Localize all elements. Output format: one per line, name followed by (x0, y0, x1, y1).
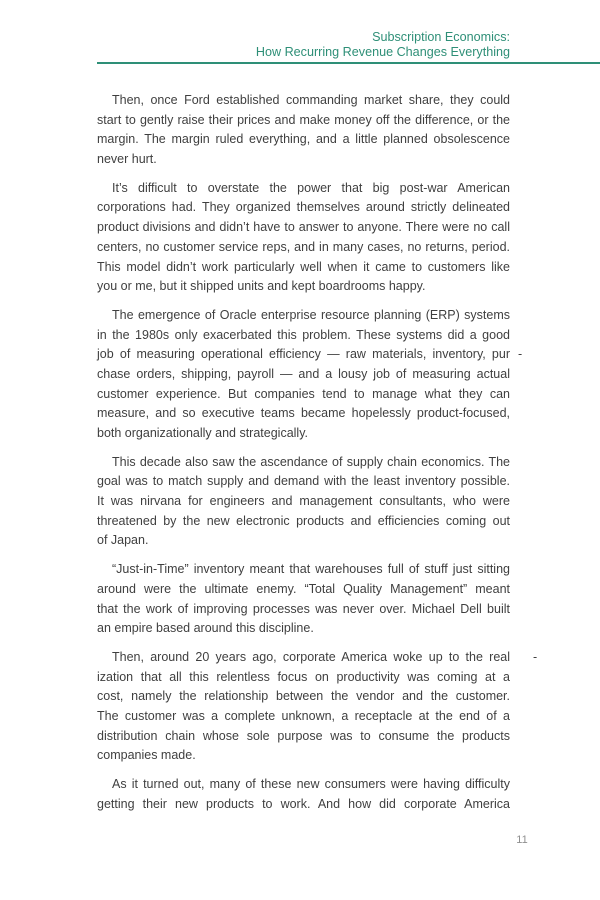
text-line: margin. The margin ruled everything, and a little planned obsolescence (97, 132, 510, 147)
text-line: goal was to match supply and demand with the least inventory possible. (97, 474, 510, 489)
text-line: start to gently raise their prices and make money off the difference, or the (97, 112, 510, 127)
text-line: distribution chain whose sole purpose was to consume the products (97, 728, 510, 743)
text-line: It’s difficult to overstate the power that big post-war American (112, 180, 510, 195)
text-line: “Just-in-Time” inventory meant that warehouses full of stuff just sitting (112, 562, 510, 577)
running-header (97, 30, 510, 60)
paragraph (97, 648, 538, 766)
text-line: Then, around 20 years ago, corporate America woke up to the real - (97, 648, 510, 668)
text-line: centers, no customer service reps, and in many cases, no returns, period. (97, 239, 510, 254)
header-line-2: How Recurring Revenue Changes Everything (255, 45, 510, 59)
text-line: getting their new products to work. And how did corporate America (97, 796, 510, 811)
paragraph (97, 453, 510, 551)
text-line: product divisions and didn’t have to answer to anyone. There were no call (97, 220, 510, 235)
text-line: measure, and so executive teams became hopelessly product-focused, (97, 406, 510, 421)
text-line: that the work of improving processes was never over. Michael Dell built (97, 601, 510, 616)
text-line: an empire based around this discipline. (97, 621, 314, 636)
text-line: you or me, but it shipped units and kept boardrooms happy. (97, 279, 426, 294)
text-line: The emergence of Oracle enterprise resource planning (ERP) systems (112, 307, 510, 322)
header-line-1: Subscription Economics: (372, 30, 510, 44)
text-line: cost, namely the relationship between the vendor and the customer. (97, 689, 510, 704)
text-line: companies made. (97, 748, 196, 763)
header-rule (97, 62, 600, 64)
paragraph (97, 91, 510, 170)
text-line: This decade also saw the ascendance of supply chain economics. The (112, 454, 510, 469)
text-line: corporations had. They organized themselves around strictly delineated (97, 200, 510, 215)
text-line: customer experience. But companies tend to manage what they can (97, 386, 510, 401)
text-line: around were the ultimate enemy. “Total Quality Management” meant (97, 581, 510, 596)
text-line: As it turned out, many of these new consumers were having difficulty (112, 777, 510, 791)
paragraph (97, 775, 510, 814)
text-line: The customer was a complete unknown, a receptacle at the end of a (97, 708, 510, 723)
text-line: job of measuring operational efficiency — raw materials, inventory, pur - (97, 345, 510, 365)
text-line: ization that all this relentless focus on productivity was coming at a (97, 669, 510, 684)
text-line: Then, once Ford established commanding market share, they could (112, 93, 510, 107)
text-line: threatened by the new electronic products and efficiencies coming out (97, 513, 510, 528)
text-line: It was nirvana for engineers and management consultants, who were (97, 494, 510, 509)
paragraph (97, 179, 510, 297)
paragraph (97, 560, 510, 639)
text-line: of Japan. (97, 533, 149, 548)
text-line: never hurt. (97, 152, 157, 167)
paragraph (97, 306, 523, 444)
text-line: both organizationally and strategically. (97, 426, 309, 440)
text-line: chase orders, shipping, payroll — and a lousy job of measuring actual (97, 366, 510, 381)
hanging-hyphen: - (518, 347, 523, 362)
body-text (97, 91, 538, 814)
text-line: in the 1980s only exacerbated this problem. These systems did a good (97, 327, 510, 342)
text-line: This model didn’t work particularly well when it came to customers like (97, 259, 510, 274)
hanging-hyphen: - (533, 649, 538, 664)
page-number: 11 (516, 834, 528, 846)
